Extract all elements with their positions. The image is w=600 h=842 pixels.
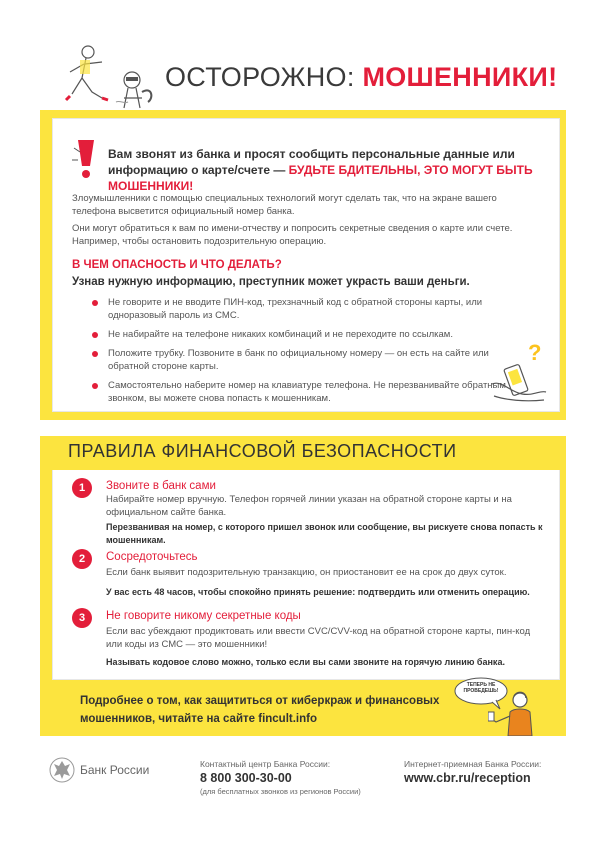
reception-link[interactable]: www.cbr.ru/reception	[404, 771, 531, 785]
rule-title: Сосредоточьтесь	[106, 551, 198, 563]
rule-body: Если банк выявит подозрительную транзакцию, он приостановит ее на срок до двух суток.	[106, 567, 507, 578]
danger-heading: В ЧЕМ ОПАСНОСТЬ И ЧТО ДЕЛАТЬ?	[72, 259, 282, 271]
rule-number-badge: 3	[72, 608, 92, 628]
list-item: Не набирайте на телефоне никаких комбинаций и не переходите по ссылкам.	[92, 328, 512, 341]
rule-number-badge: 2	[72, 549, 92, 569]
list-item: Положите трубку. Позвоните в банк по официальному номеру — он есть на сайте или обратной стороне карты.	[92, 347, 512, 373]
intro-lead: Вам звонят из банка и просят сообщить персональные данные или информацию о карте/счете —	[108, 147, 515, 177]
rule-emphasis: Перезванивая на номер, с которого пришел звонок или сообщение, вы рискуете снова попасть к мошенникам.	[106, 522, 543, 545]
intro-warning	[108, 146, 548, 194]
running-person-and-raccoon-illustration	[58, 42, 158, 116]
rules-heading: ПРАВИЛА ФИНАНСОВОЙ БЕЗОПАСНОСТИ	[68, 441, 457, 461]
bank-logo-text: Банк России	[80, 763, 150, 777]
intro-paragraph-2: Они могут обратиться к вам по имени-отчеству и попросить секретные сведения о карте или счете. Например, чтобы остановить подозрительную операцию.	[72, 223, 513, 247]
rule-body: Если вас убеждают продиктовать или ввести CVC/CVV-код на обратной стороне карты, пин-код или коды из СМС — это мошенники!	[106, 626, 531, 650]
bank-of-russia-eagle-logo	[48, 756, 76, 784]
danger-bullet-list	[92, 296, 512, 411]
person-with-phone-illustration	[488, 690, 558, 736]
rule-body: Набирайте номер вручную. Телефон горячей линии указан на обратной стороне карты и на официальном сайте банка.	[106, 494, 512, 518]
rule-number-badge: 1	[72, 478, 92, 498]
contact-center-label: Контактный центр Банка России:	[200, 759, 331, 769]
rule-emphasis: Называть кодовое слово можно, только если вы сами звоните на горячую линию банка.	[106, 657, 505, 667]
svg-text:?: ?	[528, 340, 542, 365]
contact-phone[interactable]: 8 800 300-30-00	[200, 771, 292, 785]
list-item: Самостоятельно наберите номер на клавиатуре телефона. Не перезванивайте обратным звонком, вы можете снова попасть к мошенникам.	[92, 379, 512, 405]
list-item: Не говорите и не вводите ПИН-код, трехзначный код с обратной стороны карты, или одноразовый пароль из СМС.	[92, 296, 512, 322]
rule-emphasis: У вас есть 48 часов, чтобы спокойно принять решение: подтвердить или отменить операцию.	[106, 587, 530, 597]
speech-bubble-text: ТЕПЕРЬ НЕ ПРОВЕДЕШЬ!	[463, 682, 499, 694]
phone-in-hand-illustration	[488, 340, 550, 406]
exclamation-icon	[70, 138, 98, 182]
title-plain: ОСТОРОЖНО:	[165, 62, 363, 92]
rule-title: Звоните в банк сами	[106, 480, 216, 492]
phone-note: (для бесплатных звонков из регионов России)	[200, 787, 361, 796]
rule-title: Не говорите никому секретные коды	[106, 610, 301, 622]
intro-lead-red: БУДЬТЕ БДИТЕЛЬНЫ, ЭТО МОГУТ БЫТЬ МОШЕННИКИ!	[108, 163, 533, 193]
reception-label: Интернет-приемная Банка России:	[404, 759, 542, 769]
more-info-text: Подробнее о том, как защититься от киберкраж и финансовых мошенников, читайте на сайте fincult.info	[80, 695, 440, 725]
intro-paragraph-1: Злоумышленники с помощью специальных технологий могут сделать так, что на экране вашего телефона высветится официальный номер банка.	[72, 193, 497, 217]
title-red: МОШЕННИКИ!	[362, 62, 558, 92]
danger-subheading: Узнав нужную информацию, преступник может украсть ваши деньги.	[72, 276, 470, 288]
page-title	[165, 62, 557, 93]
